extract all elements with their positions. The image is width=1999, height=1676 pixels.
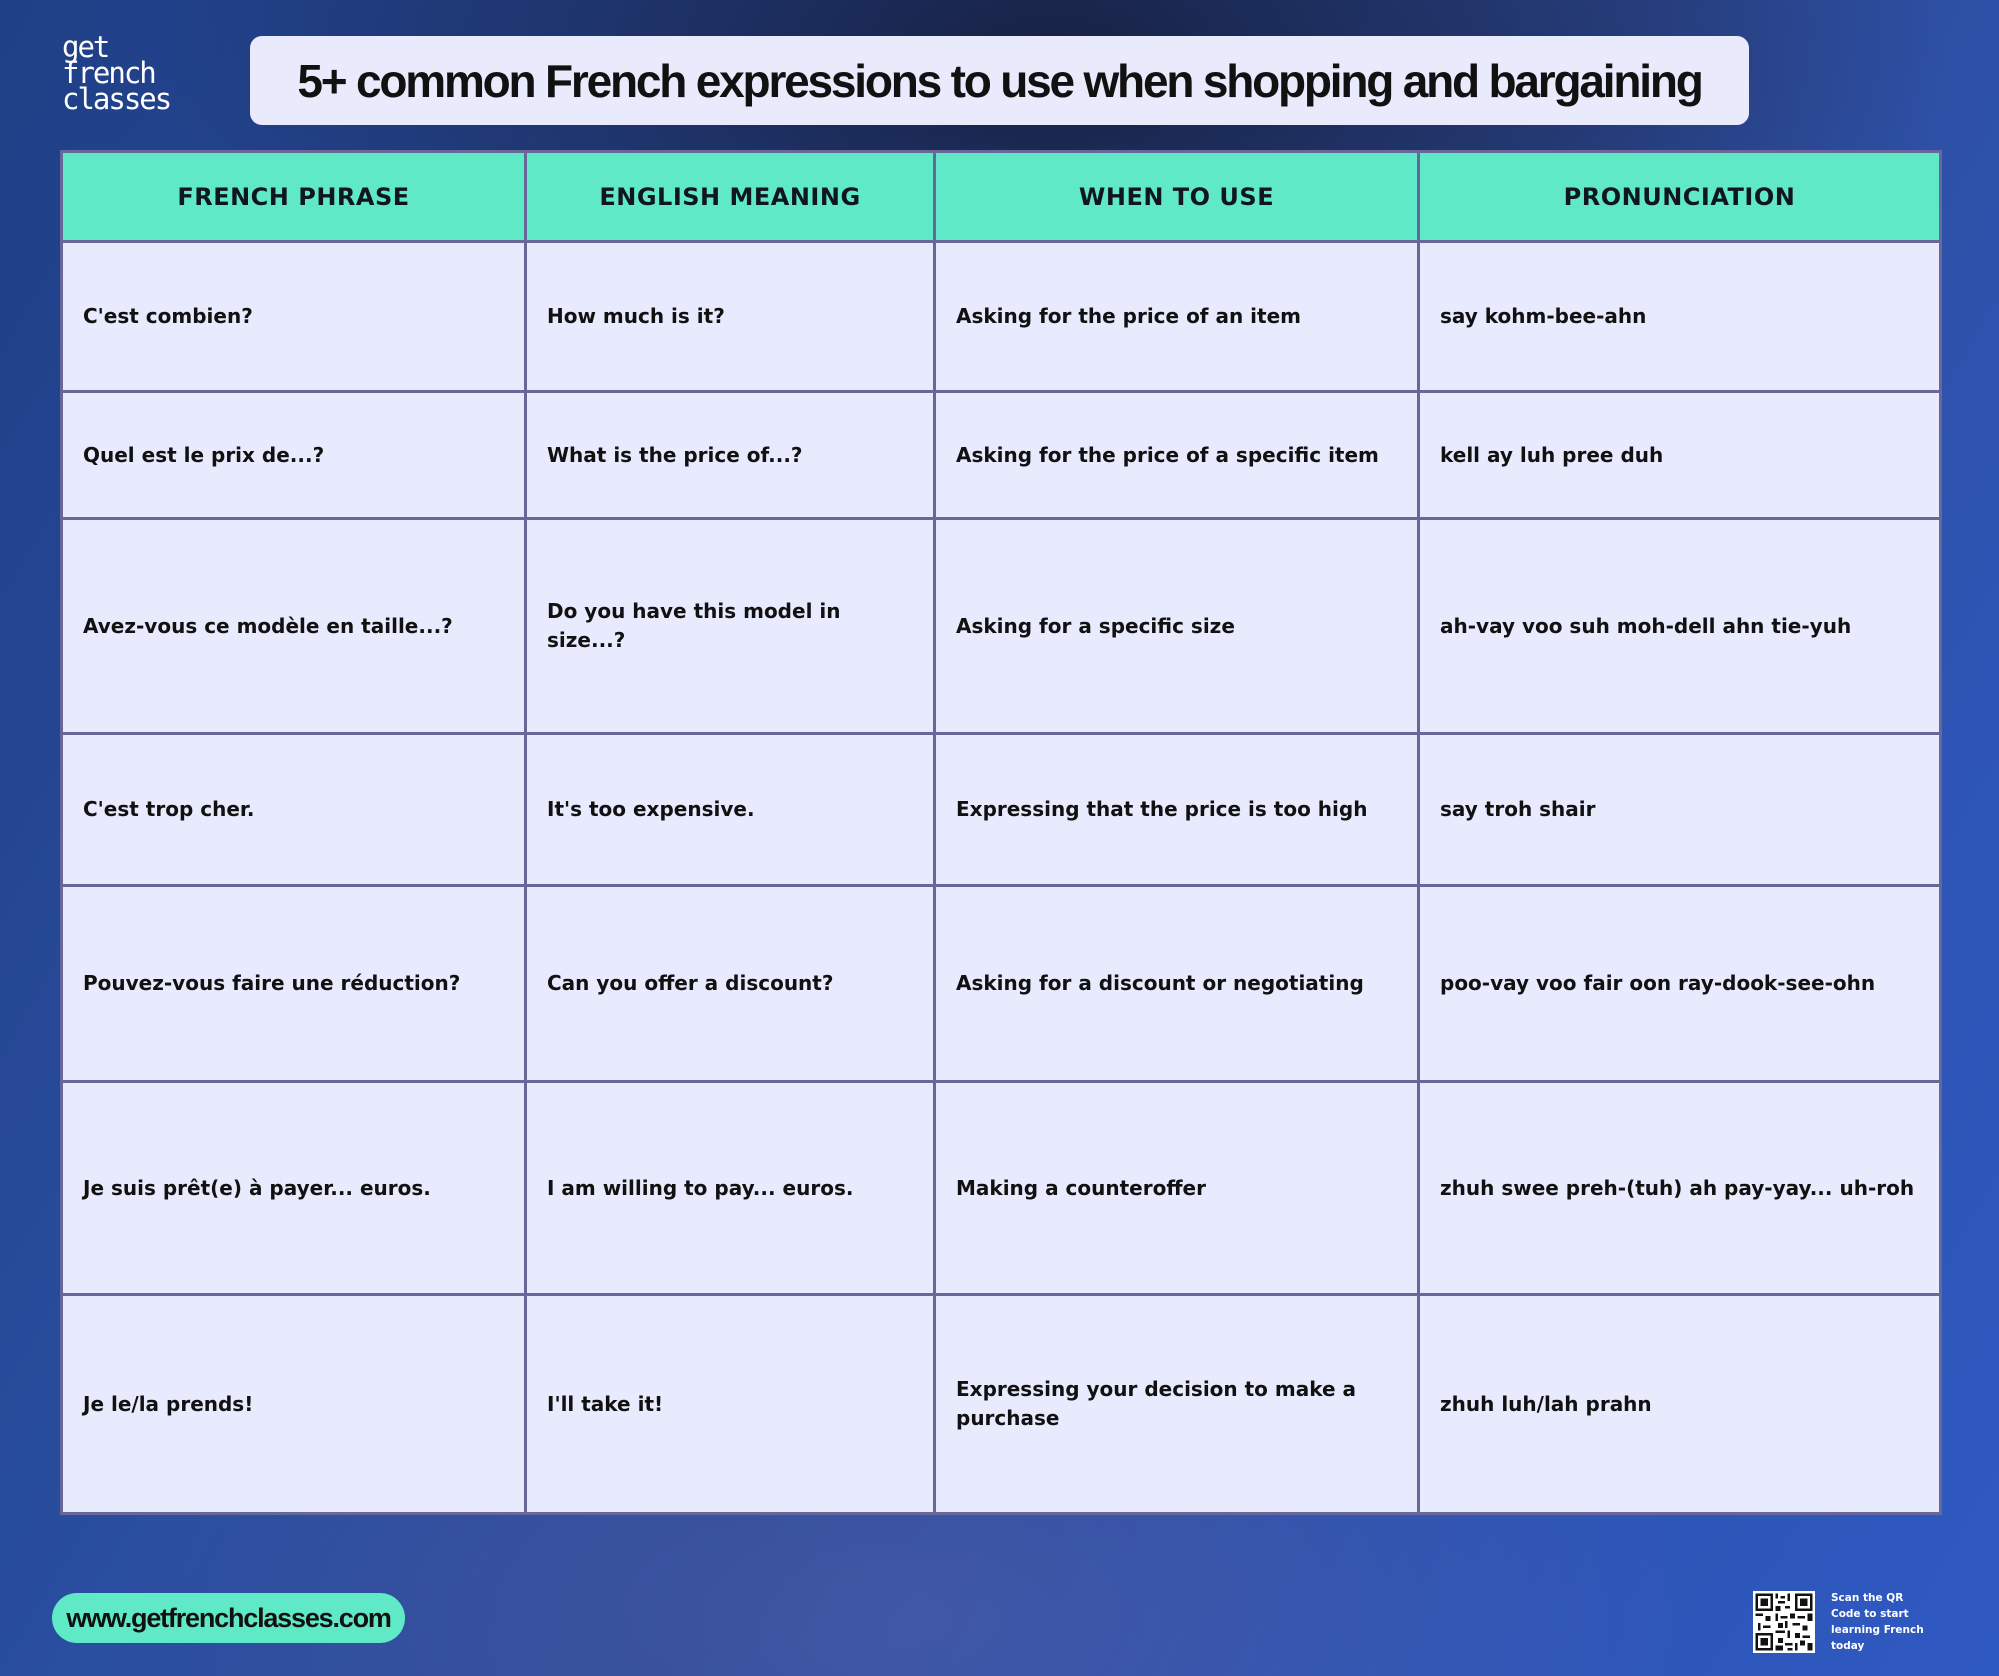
column-header-when-to-use: WHEN TO USE (935, 152, 1419, 242)
table-row (62, 886, 1941, 1082)
cell-when-to-use: Asking for the price of a specific item (935, 392, 1419, 519)
logo-line-3: classes (62, 82, 171, 116)
cell-french-phrase: Je le/la prends! (62, 1295, 526, 1514)
table-row (62, 734, 1941, 886)
table-header-row (62, 152, 1941, 242)
cell-french-phrase: Pouvez-vous faire une réduction? (62, 886, 526, 1082)
page-title: 5+ common French expressions to use when shopping and bargaining (297, 54, 1702, 107)
cell-french-phrase: Avez-vous ce modèle en taille...? (62, 519, 526, 734)
logo-line-2: french (62, 56, 155, 90)
cell-when-to-use: Asking for a discount or negotiating (935, 886, 1419, 1082)
table-row (62, 1295, 1941, 1514)
column-header-english-meaning: ENGLISH MEANING (526, 152, 935, 242)
phrases-table (60, 150, 1942, 1515)
cell-when-to-use: Expressing your decision to make a purchase (935, 1295, 1419, 1514)
cell-english-meaning: What is the price of...? (526, 392, 935, 519)
logo-line-1: get (62, 30, 109, 64)
cell-pronunciation: zhuh luh/lah prahn (1419, 1295, 1941, 1514)
cell-french-phrase: C'est trop cher. (62, 734, 526, 886)
cell-english-meaning: How much is it? (526, 242, 935, 392)
cell-french-phrase: Je suis prêt(e) à payer... euros. (62, 1082, 526, 1295)
cell-pronunciation: kell ay luh pree duh (1419, 392, 1941, 519)
qr-caption: Scan the QR Code to start learning French today (1831, 1592, 1924, 1652)
cell-pronunciation: say kohm-bee-ahn (1419, 242, 1941, 392)
cell-french-phrase: Quel est le prix de...? (62, 392, 526, 519)
column-header-french-phrase: FRENCH PHRASE (62, 152, 526, 242)
logo (62, 30, 171, 116)
cell-french-phrase: C'est combien? (62, 242, 526, 392)
cell-english-meaning: Do you have this model in size...? (526, 519, 935, 734)
cell-english-meaning: I am willing to pay... euros. (526, 1082, 935, 1295)
title-banner (250, 36, 1749, 125)
column-header-pronunciation: PRONUNCIATION (1419, 152, 1941, 242)
cell-when-to-use: Asking for the price of an item (935, 242, 1419, 392)
table-row (62, 1082, 1941, 1295)
cell-when-to-use: Asking for a specific size (935, 519, 1419, 734)
cell-when-to-use: Expressing that the price is too high (935, 734, 1419, 886)
cell-english-meaning: I'll take it! (526, 1295, 935, 1514)
table-row (62, 392, 1941, 519)
cell-when-to-use: Making a counteroffer (935, 1082, 1419, 1295)
cell-pronunciation: say troh shair (1419, 734, 1941, 886)
cell-pronunciation: ah-vay voo suh moh-dell ahn tie-yuh (1419, 519, 1941, 734)
cell-english-meaning: It's too expensive. (526, 734, 935, 886)
table-row (62, 242, 1941, 392)
qr-code-icon (1753, 1591, 1815, 1653)
website-link[interactable]: www.getfrenchclasses.com (52, 1593, 405, 1643)
cell-pronunciation: zhuh swee preh-(tuh) ah pay-yay... uh-roh (1419, 1082, 1941, 1295)
table-row (62, 519, 1941, 734)
cell-pronunciation: poo-vay voo fair oon ray-dook-see-ohn (1419, 886, 1941, 1082)
cell-english-meaning: Can you offer a discount? (526, 886, 935, 1082)
